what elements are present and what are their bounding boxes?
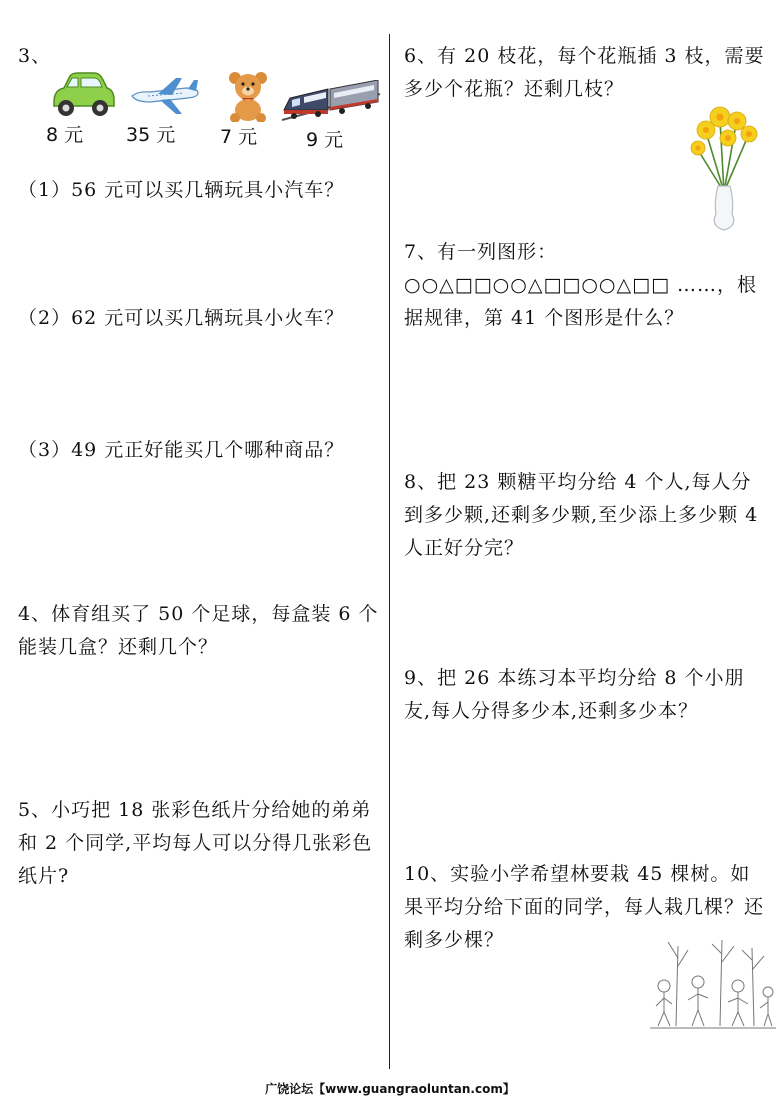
toy-plane-icon — [128, 74, 200, 118]
question-3-number: 3、 — [18, 45, 52, 67]
question-6: 6、有 20 枝花，每个花瓶插 3 枝，需要多少个花瓶？还剩几枝？ — [404, 45, 765, 100]
footer-source: 广饶论坛【www.guangraoluntan.com】 — [265, 1082, 515, 1096]
column-divider — [389, 34, 390, 1069]
question-3-3: （3）49 元正好能买几个哪种商品？ — [18, 439, 345, 461]
question-7: 7、有一列图形：○○△□□○○△□□○○△□□ ……，根据规律，第 41 个图形是什么？ — [404, 241, 758, 329]
planting-trees-icon — [650, 936, 776, 1032]
flower-vase-icon — [684, 102, 764, 232]
question-3-1: （1）56 元可以买几辆玩具小汽车？ — [18, 179, 345, 201]
question-4: 4、体育组买了 50 个足球，每盒装 6 个能装几盒？还剩几个？ — [18, 603, 379, 658]
question-8: 8、把 23 颗糖平均分给 4 个人,每人分到多少颗,还剩多少颗,至少添上多少颗 4 人正好分完？ — [404, 471, 759, 559]
question-10: 10、实验小学希望林要栽 45 棵树。如果平均分给下面的同学，每人栽几棵？还剩多少棵？ — [404, 863, 765, 951]
question-9: 9、把 26 本练习本平均分给 8 个小朋友,每人分得多少本,还剩多少本？ — [404, 667, 745, 722]
teddy-bear-icon — [222, 70, 274, 122]
question-3-2: （2）62 元可以买几辆玩具小火车？ — [18, 307, 345, 329]
train-price: 9 元 — [306, 129, 344, 151]
toy-car-icon — [50, 70, 116, 120]
plane-price: 35 元 — [126, 124, 176, 146]
bear-price: 7 元 — [220, 126, 258, 148]
car-price: 8 元 — [46, 124, 84, 146]
question-5: 5、小巧把 18 张彩色纸片分给她的弟弟和 2 个同学,平均每人可以分得几张彩色纸片? — [18, 799, 373, 887]
toy-train-icon — [280, 80, 382, 126]
